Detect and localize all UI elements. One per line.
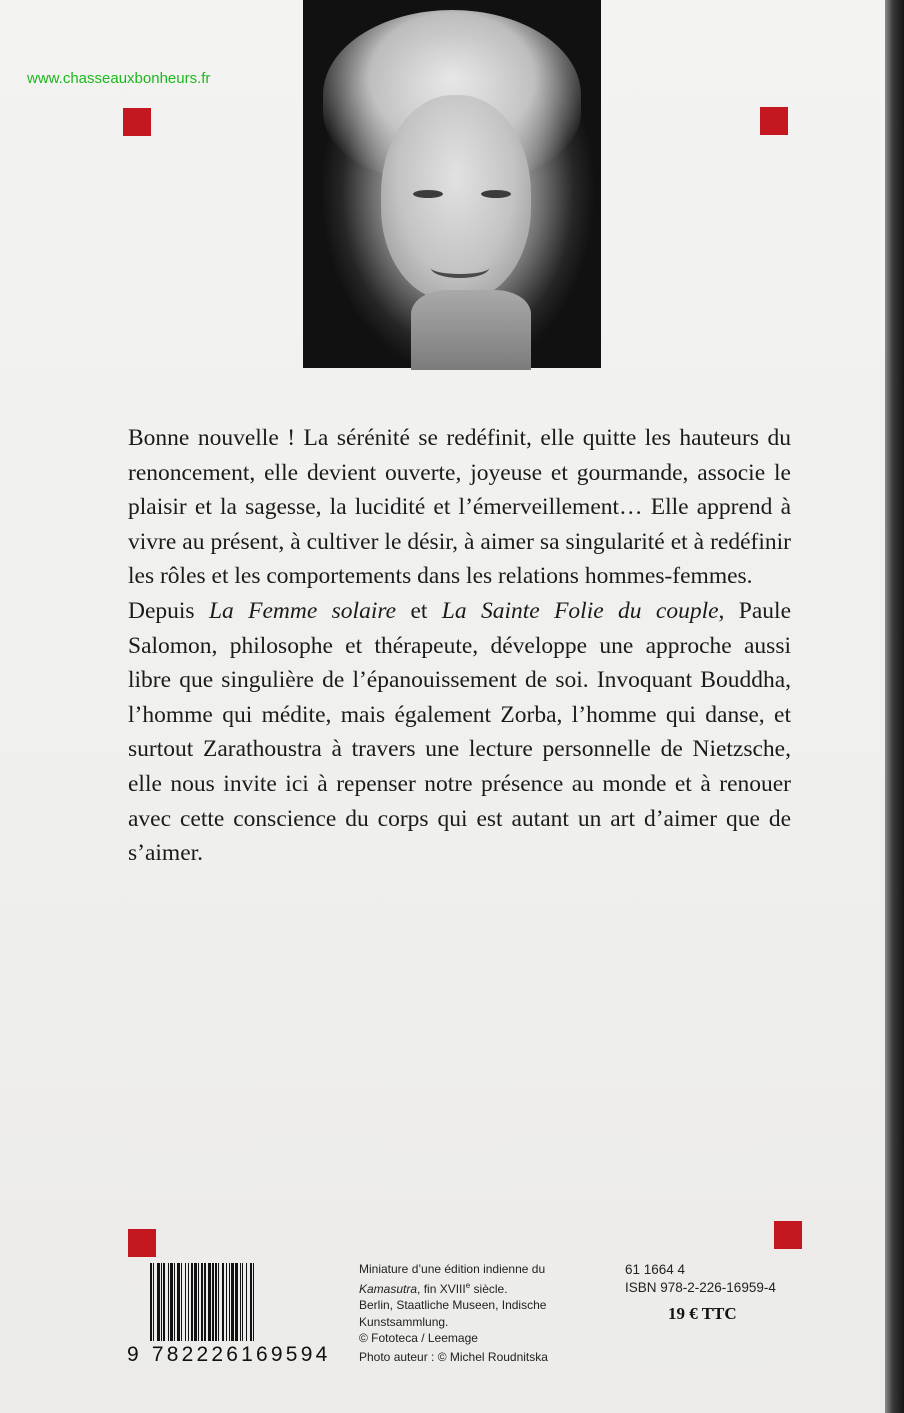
blurb-p2-prefix: Depuis (128, 597, 209, 624)
blurb-p2-and: et (396, 597, 442, 624)
credits-line-2-end: siècle. (470, 1281, 508, 1296)
credits-kamasutra: Kamasutra (359, 1281, 418, 1296)
barcode-digits (127, 1343, 357, 1367)
blurb-text (128, 421, 791, 871)
barcode-group-2: 169594 (241, 1343, 331, 1366)
image-credits (359, 1261, 589, 1347)
barcode (150, 1263, 350, 1341)
credits-line-2 (359, 1278, 589, 1298)
book-title-femme-solaire: La Femme solaire (208, 597, 397, 624)
red-square-decoration (774, 1221, 802, 1249)
photo-neck-shape (411, 290, 531, 370)
red-square-decoration (128, 1229, 156, 1257)
price-label: 19 € TTC (668, 1304, 737, 1323)
isbn-block (625, 1261, 776, 1297)
credits-line-3: Berlin, Staatliche Museen, Indische Kunstsammlung. (359, 1298, 547, 1329)
barcode-bar (254, 1263, 256, 1341)
photo-mouth (431, 258, 489, 278)
watermark-url: www.chasseauxbonheurs.fr (27, 70, 211, 87)
isbn-number: ISBN 978-2-226-16959-4 (625, 1280, 776, 1295)
photo-eye-right (481, 190, 511, 198)
credits-century-sup: e (465, 1280, 471, 1290)
credits-line-2-text: , fin (417, 1281, 440, 1296)
blurb-p2-rest: , Paule Salomon, philosophe et thérapeute, développe une approche aussi libre que singulière de l’épanouissement de soi. Invoquant Bouddha, l’homme qui médite, mais également Zorba, l’homme qui danse, et surtout Zarathoustra à travers une lecture personnelle de Nietzsche, elle nous invite ici à repenser notre présence au monde et à renouer avec cette conscience du corps qui est autant un art d’aimer que de s’aimer. (128, 597, 791, 867)
barcode-first-digit: 9 (127, 1343, 142, 1366)
credits-line-4: © Fototeca / Leemage (359, 1331, 478, 1346)
photo-eye-left (413, 190, 443, 198)
credits-century: XVIII (439, 1281, 466, 1296)
book-title-sainte-folie: La Sainte Folie du couple (441, 597, 719, 624)
product-code: 61 1664 4 (625, 1262, 686, 1277)
blurb-paragraph-1: Bonne nouvelle ! La sérénité se redéfinit, elle quitte les hauteurs du renoncement, elle devient ouverte, joyeuse et gourmande, associe le plaisir et la sagesse, la lucidité et l’émerveillement… Elle apprend à vivre au présent, à cultiver le désir, à aimer sa singularité et à redéfinir les rôles et les comportements dans les relations hommes-femmes. (128, 425, 791, 590)
blurb-paragraph-2 (128, 594, 791, 871)
book-edge-shadow (885, 0, 904, 1413)
red-square-decoration (760, 107, 788, 135)
red-square-decoration (123, 108, 151, 136)
author-photo (303, 0, 601, 368)
credits-line-1: Miniature d’une édition indienne du (359, 1262, 546, 1276)
photo-credit: Photo auteur : © Michel Roudnitska (359, 1350, 548, 1364)
barcode-group-1: 782226 (151, 1343, 242, 1366)
